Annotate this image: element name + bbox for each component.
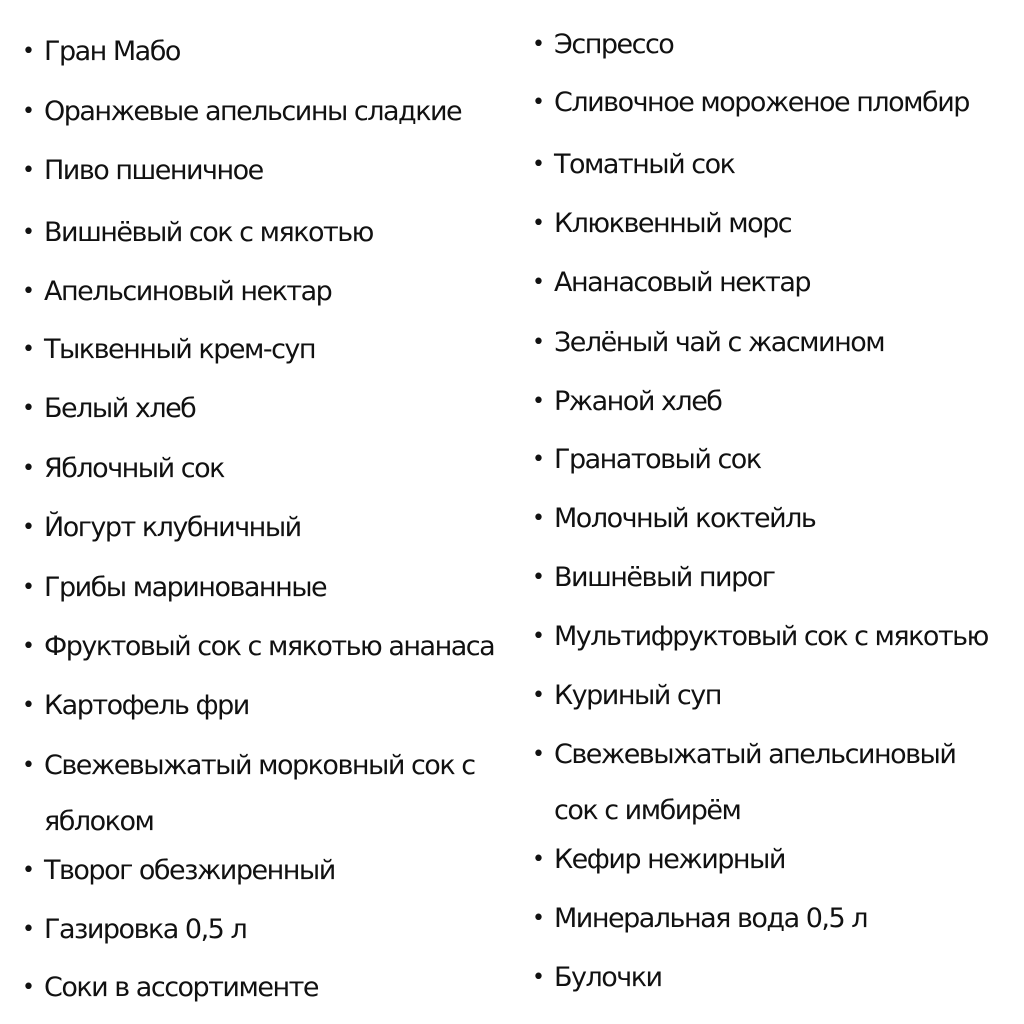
right-column-list-item [532,137,1002,193]
bullet-icon: • [22,858,35,883]
right-column-item-text: Свежевыжатый апельсиновый сок с имбирём [554,739,956,826]
bullet-icon: • [22,753,35,778]
right-column-item-text: Ананасовый нектар [554,267,811,298]
right-column-list-item [532,374,1002,430]
left-column-item-text: Йогурт клубничный [44,512,301,543]
right-column-item-text: Сливочное мороженое пломбир [554,87,969,118]
bullet-icon: • [532,90,545,115]
left-column-item-text: Свежевыжатый морковный сок с яблоком [44,750,475,837]
left-column-item-text: Пиво пшеничное [44,155,263,186]
bullet-icon: • [532,447,545,472]
left-column-list-item [22,678,492,734]
bullet-icon: • [532,965,545,990]
bullet-icon: • [22,337,35,362]
right-column-list-item [532,950,1002,1006]
right-column-list-item [532,609,1002,665]
bullet-icon: • [22,693,35,718]
bullet-icon: • [22,917,35,942]
left-column-list-item [22,843,492,899]
bullet-icon: • [532,270,545,295]
right-column-list-item [532,668,1002,724]
bullet-icon: • [532,847,545,872]
bullet-icon: • [22,158,35,183]
bullet-icon: • [22,975,35,1000]
left-column-list-item [22,500,492,556]
left-column-list-item [22,322,492,378]
left-column-item-text: Оранжевые апельсины сладкие [44,96,462,127]
bullet-icon: • [532,565,545,590]
left-column-list-item [22,381,492,437]
right-column-item-text: Молочный коктейль [554,503,816,534]
right-column-item-text: Мультифруктовый сок с мякотью [554,621,988,652]
left-column-item-text: Газировка 0,5 л [44,914,247,945]
bullet-icon: • [532,211,545,236]
right-column-item-text: Гранатовый сок [554,444,761,475]
left-column-item-text: Фруктовый сок с мякотью ананаса [44,631,495,662]
right-column-item-text: Кефир нежирный [554,844,785,875]
left-column-list-item [22,619,495,675]
bullet-icon: • [22,220,35,245]
left-column-item-text: Гран Мабо [44,36,180,67]
right-column-item-text: Булочки [554,962,662,993]
right-column-list-item [532,75,1002,131]
right-column-item-text: Вишнёвый пирог [554,562,775,593]
left-column-list-item [22,560,492,616]
bullet-icon: • [532,506,545,531]
bullet-icon: • [532,624,545,649]
right-column-list-item [532,196,1002,252]
bullet-icon: • [22,39,35,64]
right-column-list-item [532,891,1002,947]
left-column-list-item [22,143,492,199]
bullet-icon: • [532,32,545,57]
left-column-item-text: Яблочный сок [44,453,224,484]
bullet-icon: • [22,634,35,659]
bullet-icon: • [532,683,545,708]
right-column-item-text: Томатный сок [554,149,735,180]
left-column-item-text: Творог обезжиренный [44,855,335,886]
bullet-icon: • [22,279,35,304]
right-column-list-item [532,432,1002,488]
bullet-icon: • [22,575,35,600]
bullet-icon: • [22,396,35,421]
right-column-list-item [532,315,1002,371]
right-column-item-text: Минеральная вода 0,5 л [554,903,867,934]
right-column-item-text: Ржаной хлеб [554,386,722,417]
bullet-icon: • [532,389,545,414]
bullet-icon: • [22,99,35,124]
left-column-item-text: Грибы маринованные [44,572,327,603]
right-column-list-item [532,491,1002,547]
left-column-item-text: Апельсиновый нектар [44,276,332,307]
right-column-item-text: Зелёный чай с жасмином [554,327,885,358]
right-column-list-item [532,550,1002,606]
right-column-list-item [532,727,1002,839]
bullet-icon: • [532,742,545,767]
left-column-item-text: Тыквенный крем-суп [44,334,316,365]
right-column-list-item [532,17,1002,73]
right-column-item-text: Эспрессо [554,29,674,60]
left-column-item-text: Соки в ассортименте [44,972,318,1003]
left-column-list-item [22,264,492,320]
right-column-item-text: Клюквенный морс [554,208,792,239]
left-column-list-item [22,205,492,261]
right-column-item-text: Куриный суп [554,680,721,711]
bullet-icon: • [532,330,545,355]
right-column-list-item [532,832,1002,888]
left-column-list-item [22,24,492,80]
left-column-item-text: Вишнёвый сок с мякотью [44,217,373,248]
bullet-icon: • [22,456,35,481]
left-column-list-item [22,738,492,850]
left-column-list-item [22,902,492,958]
left-column-list-item [22,441,492,497]
bullet-icon: • [532,152,545,177]
bullet-icon: • [22,515,35,540]
bullet-icon: • [532,906,545,931]
left-column-list-item [22,960,492,1016]
right-column-list-item [532,255,1002,311]
left-column-item-text: Белый хлеб [44,393,196,424]
left-column-item-text: Картофель фри [44,690,249,721]
left-column-list-item [22,84,492,140]
